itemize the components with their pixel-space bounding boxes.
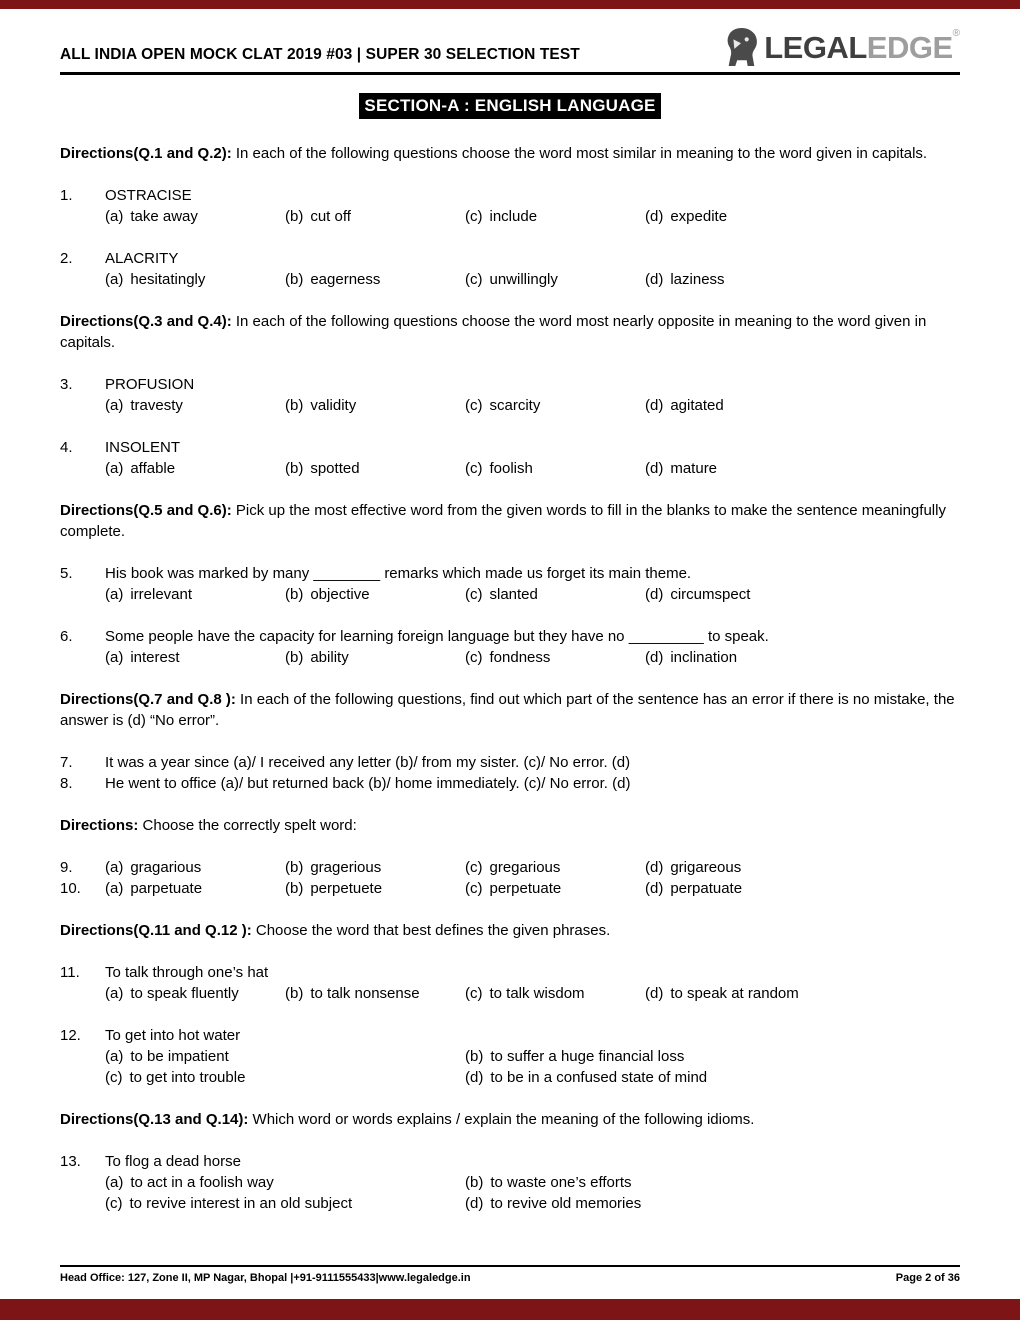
directions-label: Directions(Q.13 and Q.14): — [60, 1111, 249, 1128]
option-label: (b) — [285, 271, 304, 288]
question-block — [60, 437, 960, 479]
option-text: to speak fluently — [130, 985, 239, 1002]
question-block — [60, 248, 960, 290]
options-group — [105, 269, 960, 290]
option-label: (a) — [105, 985, 124, 1002]
option-text: to revive interest in an old subject — [129, 1195, 353, 1212]
option-c — [465, 206, 645, 227]
option-text: hesitatingly — [130, 271, 206, 288]
option-text: to speak at random — [670, 985, 799, 1002]
question-number: 3. — [60, 376, 73, 393]
question-block — [60, 773, 960, 794]
option-text: gragarious — [130, 859, 202, 876]
options-group — [105, 1046, 960, 1088]
footer-address: Head Office: 127, Zone II, MP Nagar, Bhopal |+91-9111555433|www.legaledge.in — [60, 1272, 471, 1284]
question-body — [105, 773, 960, 794]
option-label: (b) — [285, 586, 304, 603]
option-text: to talk nonsense — [310, 985, 420, 1002]
question-stem: OSTRACISE — [105, 187, 192, 204]
question-block — [60, 962, 960, 1004]
option-text: travesty — [130, 397, 183, 414]
directions-label: Directions(Q.7 and Q.8 ): — [60, 691, 236, 708]
option-text: agitated — [670, 397, 724, 414]
section-title: SECTION-A : ENGLISH LANGUAGE — [359, 93, 660, 119]
legaledge-logo — [722, 26, 960, 68]
question-number: 13. — [60, 1153, 81, 1170]
options-group — [105, 857, 960, 878]
option-text: to get into trouble — [129, 1069, 246, 1086]
option-text: perpatuate — [670, 880, 743, 897]
option-label: (c) — [465, 859, 483, 876]
option-d — [645, 878, 960, 899]
questions-content — [60, 143, 960, 1214]
option-d — [645, 857, 960, 878]
option-text: grigareous — [670, 859, 742, 876]
option-label: (d) — [645, 586, 664, 603]
option-text: parpetuate — [130, 880, 203, 897]
directions-label: Directions(Q.1 and Q.2): — [60, 145, 232, 162]
option-a — [105, 584, 285, 605]
footer-page-number: Page 2 of 36 — [895, 1272, 960, 1284]
options-group — [105, 458, 960, 479]
option-label: (b) — [285, 859, 304, 876]
option-label: (a) — [105, 208, 124, 225]
question-number: 4. — [60, 439, 73, 456]
option-text: validity — [310, 397, 357, 414]
top-red-bar — [0, 0, 1020, 9]
option-text: eagerness — [310, 271, 381, 288]
option-d — [645, 395, 960, 416]
option-c — [105, 1193, 465, 1214]
options-group — [105, 878, 960, 899]
lion-head-icon — [722, 26, 760, 68]
option-label: (d) — [645, 985, 664, 1002]
options-group — [105, 647, 960, 668]
option-text: circumspect — [670, 586, 751, 603]
option-a — [105, 395, 285, 416]
question-number: 1. — [60, 187, 73, 204]
option-a — [105, 1172, 465, 1193]
option-label: (d) — [465, 1069, 484, 1086]
option-text: gragerious — [310, 859, 382, 876]
options-group — [105, 584, 960, 605]
option-d — [645, 269, 960, 290]
directions-block: Directions(Q.7 and Q.8 ): In each of the following questions, find out which part of the sentence has an error if there is no mistake, the answer is (d) “No error”. — [60, 691, 955, 729]
question-stem: To flog a dead horse — [105, 1153, 241, 1170]
option-text: to be impatient — [130, 1048, 229, 1065]
option-b — [285, 983, 465, 1004]
question-block — [60, 185, 960, 227]
option-text: inclination — [670, 649, 738, 666]
question-block — [60, 857, 960, 878]
option-d — [465, 1193, 960, 1214]
option-text: unwillingly — [489, 271, 558, 288]
option-text: cut off — [310, 208, 351, 225]
option-label: (a) — [105, 586, 124, 603]
option-label: (d) — [645, 880, 664, 897]
option-label: (a) — [105, 271, 124, 288]
option-label: (d) — [645, 208, 664, 225]
option-label: (b) — [465, 1174, 484, 1191]
question-block — [60, 878, 960, 899]
option-label: (c) — [465, 880, 483, 897]
page-header — [60, 26, 960, 75]
option-text: affable — [130, 460, 176, 477]
option-label: (d) — [645, 460, 664, 477]
option-label: (d) — [645, 649, 664, 666]
option-b — [285, 584, 465, 605]
option-label: (a) — [105, 880, 124, 897]
option-label: (c) — [465, 985, 483, 1002]
option-c — [465, 857, 645, 878]
option-label: (a) — [105, 397, 124, 414]
question-text: It was a year since (a)/ I received any letter (b)/ from my sister. (c)/ No error. (d) — [105, 754, 631, 771]
question-body — [105, 563, 960, 605]
option-label: (a) — [105, 859, 124, 876]
directions-block: Directions(Q.1 and Q.2): In each of the following questions choose the word most similar in meaning to the word given in capitals. — [60, 145, 928, 162]
option-b — [285, 206, 465, 227]
option-label: (b) — [465, 1048, 484, 1065]
option-label: (c) — [465, 208, 483, 225]
directions-label: Directions(Q.11 and Q.12 ): — [60, 922, 252, 939]
question-number: 2. — [60, 250, 73, 267]
option-text: foolish — [489, 460, 533, 477]
question-stem: INSOLENT — [105, 439, 181, 456]
question-stem: To talk through one’s hat — [105, 964, 269, 981]
option-c — [465, 269, 645, 290]
option-text: take away — [130, 208, 198, 225]
question-stem: To get into hot water — [105, 1027, 241, 1044]
option-label: (b) — [285, 880, 304, 897]
option-text: ability — [310, 649, 349, 666]
option-d — [645, 647, 960, 668]
question-body — [105, 185, 960, 227]
option-text: laziness — [670, 271, 725, 288]
option-c — [465, 584, 645, 605]
option-label: (c) — [465, 586, 483, 603]
question-number: 5. — [60, 565, 73, 582]
option-text: interest — [130, 649, 180, 666]
option-label: (c) — [465, 397, 483, 414]
options-group — [105, 1172, 960, 1214]
section-title-row — [60, 93, 960, 119]
question-number: 8. — [60, 775, 73, 792]
question-body — [105, 248, 960, 290]
option-label: (a) — [105, 460, 124, 477]
question-body — [105, 1151, 960, 1214]
option-b — [285, 395, 465, 416]
question-block — [60, 374, 960, 416]
option-b — [285, 269, 465, 290]
question-text: He went to office (a)/ but returned back (b)/ home immediately. (c)/ No error. (d) — [105, 775, 631, 792]
option-a — [105, 1046, 465, 1067]
option-text: to talk wisdom — [489, 985, 585, 1002]
question-block — [60, 1151, 960, 1214]
option-a — [105, 857, 285, 878]
question-block — [60, 752, 960, 773]
option-b — [465, 1046, 960, 1067]
option-label: (c) — [105, 1195, 123, 1212]
option-text: objective — [310, 586, 370, 603]
question-number: 9. — [60, 859, 73, 876]
option-label: (b) — [285, 397, 304, 414]
question-stem: ALACRITY — [105, 250, 179, 267]
directions-label: Directions(Q.3 and Q.4): — [60, 313, 232, 330]
option-label: (c) — [465, 460, 483, 477]
option-a — [105, 878, 285, 899]
page-footer — [60, 1265, 960, 1284]
directions-label: Directions(Q.5 and Q.6): — [60, 502, 232, 519]
option-text: include — [489, 208, 538, 225]
question-block — [60, 626, 960, 668]
option-text: perpetuate — [489, 880, 562, 897]
option-b — [285, 857, 465, 878]
directions-block: Directions(Q.11 and Q.12 ): Choose the word that best defines the given phrases. — [60, 922, 611, 939]
option-label: (d) — [645, 859, 664, 876]
option-a — [105, 983, 285, 1004]
option-label: (d) — [645, 397, 664, 414]
option-label: (b) — [285, 460, 304, 477]
directions-block: Directions: Choose the correctly spelt word: — [60, 817, 357, 834]
option-c — [465, 647, 645, 668]
option-b — [285, 878, 465, 899]
option-label: (c) — [465, 271, 483, 288]
option-d — [645, 584, 960, 605]
option-d — [465, 1067, 960, 1088]
question-stem: PROFUSION — [105, 376, 195, 393]
question-body — [105, 1025, 960, 1088]
directions-block: Directions(Q.5 and Q.6): Pick up the most effective word from the given words to fill in the blanks to make the sentence meaningfully complete. — [60, 502, 946, 540]
question-stem: Some people have the capacity for learning foreign language but they have no _________ to speak. — [105, 628, 769, 645]
option-label: (a) — [105, 1174, 124, 1191]
option-b — [285, 647, 465, 668]
question-block — [60, 1025, 960, 1088]
question-body — [105, 752, 960, 773]
option-c — [465, 878, 645, 899]
option-text: gregarious — [489, 859, 561, 876]
option-label: (b) — [285, 649, 304, 666]
option-text: scarcity — [489, 397, 541, 414]
option-text: spotted — [310, 460, 360, 477]
option-label: (c) — [105, 1069, 123, 1086]
option-c — [465, 983, 645, 1004]
question-stem: His book was marked by many ________ remarks which made us forget its main theme. — [105, 565, 692, 582]
option-d — [645, 983, 960, 1004]
question-body — [105, 878, 960, 899]
option-a — [105, 458, 285, 479]
option-c — [465, 458, 645, 479]
question-body — [105, 437, 960, 479]
directions-block: Directions(Q.3 and Q.4): In each of the following questions choose the word most nearly opposite in meaning to the word given in capitals. — [60, 313, 927, 351]
option-text: mature — [670, 460, 718, 477]
option-text: to revive old memories — [490, 1195, 642, 1212]
option-label: (d) — [465, 1195, 484, 1212]
options-group — [105, 395, 960, 416]
registered-mark: ® — [952, 28, 960, 39]
question-block — [60, 563, 960, 605]
directions-label: Directions: — [60, 817, 139, 834]
option-text: to waste one’s efforts — [490, 1174, 632, 1191]
option-text: slanted — [489, 586, 538, 603]
option-text: to act in a foolish way — [130, 1174, 274, 1191]
option-text: expedite — [670, 208, 728, 225]
question-number: 11. — [60, 964, 80, 981]
options-group — [105, 983, 960, 1004]
option-a — [105, 206, 285, 227]
logo-text-legal: LEGAL — [764, 29, 867, 65]
option-text: to be in a confused state of mind — [490, 1069, 708, 1086]
exam-title: ALL INDIA OPEN MOCK CLAT 2019 #03 | SUPER 30 SELECTION TEST — [60, 46, 580, 63]
option-label: (b) — [285, 985, 304, 1002]
question-number: 10. — [60, 880, 81, 897]
question-number: 12. — [60, 1027, 81, 1044]
option-text: irrelevant — [130, 586, 193, 603]
option-label: (b) — [285, 208, 304, 225]
option-label: (a) — [105, 1048, 124, 1065]
option-text: to suffer a huge financial loss — [490, 1048, 685, 1065]
question-number: 7. — [60, 754, 73, 771]
option-d — [645, 458, 960, 479]
option-c — [105, 1067, 465, 1088]
question-body — [105, 857, 960, 878]
option-text: perpetuete — [310, 880, 383, 897]
option-a — [105, 647, 285, 668]
option-b — [465, 1172, 960, 1193]
directions-block: Directions(Q.13 and Q.14): Which word or words explains / explain the meaning of the following idioms. — [60, 1111, 755, 1128]
options-group — [105, 206, 960, 227]
option-c — [465, 395, 645, 416]
option-label: (a) — [105, 649, 124, 666]
option-text: fondness — [489, 649, 551, 666]
option-label: (c) — [465, 649, 483, 666]
logo-text-edge: EDGE — [866, 29, 953, 65]
option-b — [285, 458, 465, 479]
option-a — [105, 269, 285, 290]
bottom-red-bar — [0, 1299, 1020, 1320]
option-d — [645, 206, 960, 227]
option-label: (d) — [645, 271, 664, 288]
question-body — [105, 962, 960, 1004]
question-body — [105, 626, 960, 668]
question-body — [105, 374, 960, 416]
question-number: 6. — [60, 628, 73, 645]
